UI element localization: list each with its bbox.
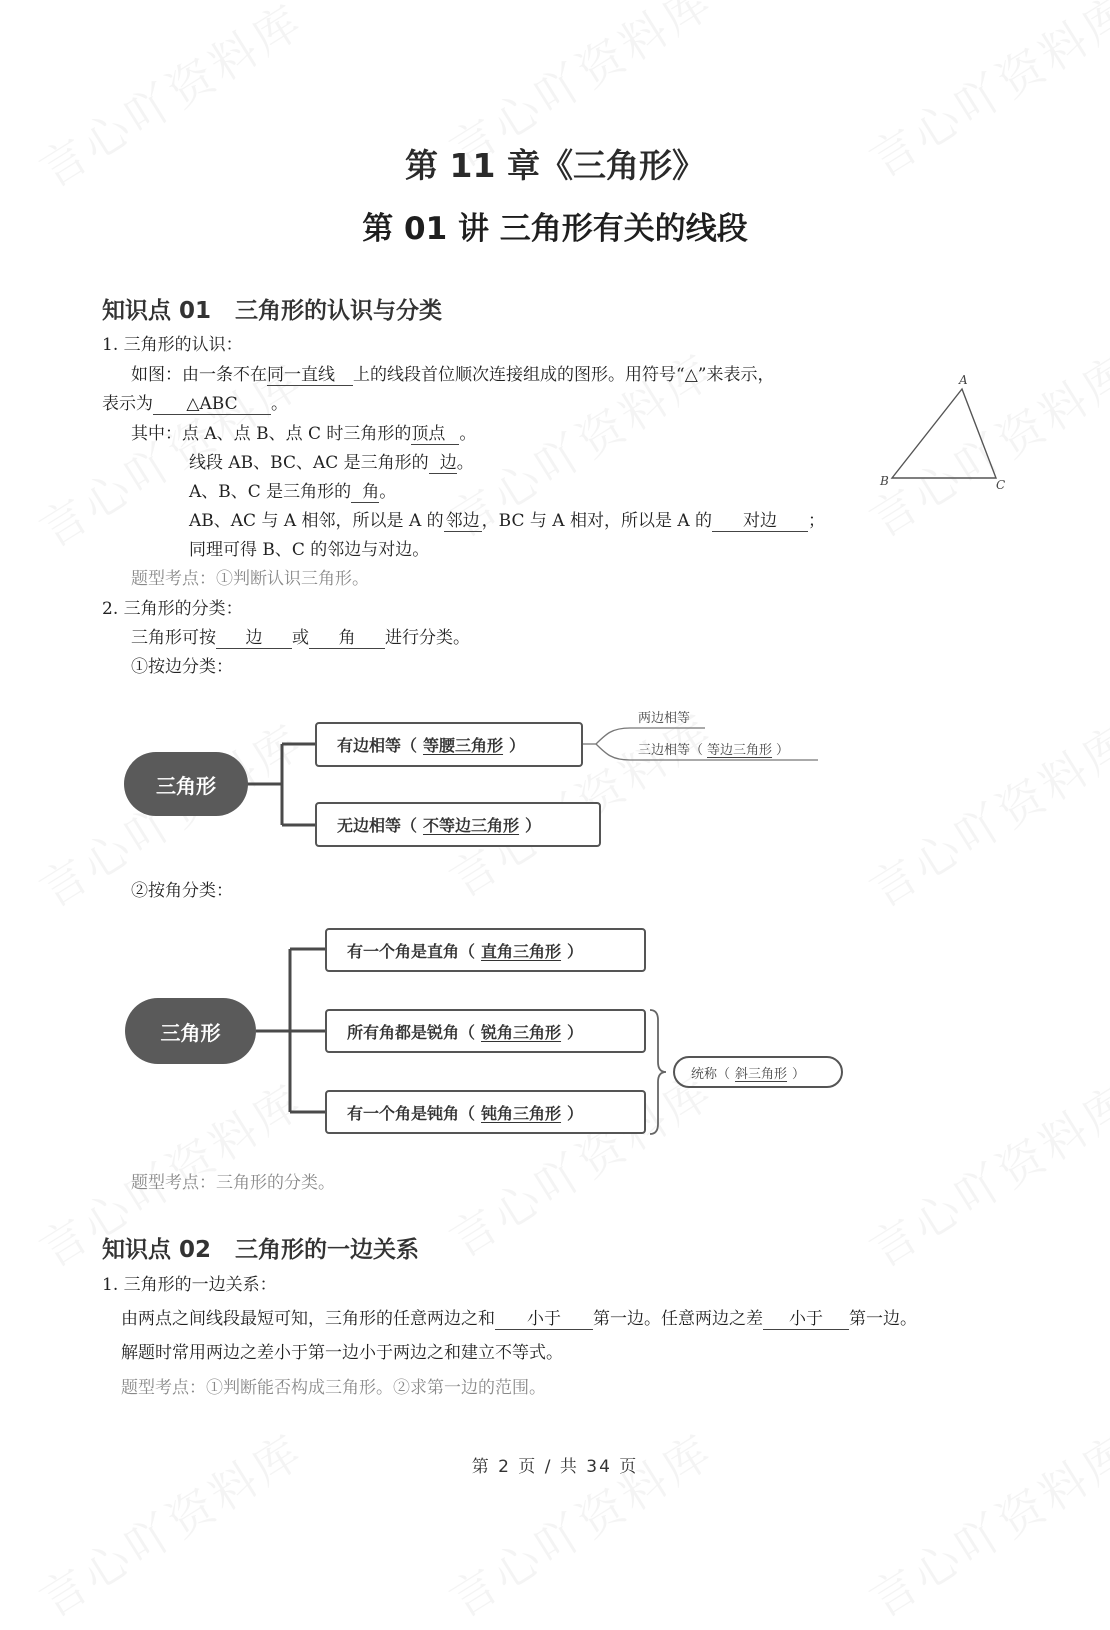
text: 由两点之间线段最短可知，三角形的任意两边之和 <box>121 1309 495 1329</box>
text: 表示为 <box>102 394 153 414</box>
text: 第一边。任意两边之差 <box>593 1309 763 1329</box>
vertex-line <box>131 419 476 445</box>
page-number: 第 2 页 / 共 34 页 <box>471 1457 639 1477</box>
text: 。 <box>379 482 397 502</box>
text: 进行分类。 <box>385 628 470 648</box>
text: 第一边。 <box>849 1309 917 1329</box>
by-angle-label: ②按角分类： <box>131 881 233 901</box>
vertex-label-b: B <box>880 474 889 488</box>
watermark <box>855 1416 1110 1630</box>
root-node-triangle: 三角形 <box>124 752 248 816</box>
text: ） <box>567 1103 584 1123</box>
fill-blank: 边 <box>429 453 457 474</box>
text: A、B、C 是三角形的 <box>189 482 352 502</box>
angle-line <box>189 477 396 503</box>
by-side-label: ①按边分类： <box>131 657 233 677</box>
text: 无边相等（ <box>337 816 418 835</box>
vertex-label-c: C <box>996 478 1006 492</box>
subheading-recognition: 1. 三角形的认识： <box>102 335 243 355</box>
text: ） <box>509 736 526 755</box>
branch-isosceles <box>315 722 583 767</box>
exam-hint: 题型考点：①判断认识三角形。 <box>131 569 369 589</box>
root-node-triangle: 三角形 <box>125 998 256 1064</box>
fill-blank: 同一直线 <box>267 365 353 386</box>
fill-blank: 小于 <box>495 1309 593 1330</box>
watermark <box>855 336 1110 551</box>
answer: 等腰三角形 <box>423 736 504 755</box>
vertex-label-a: A <box>959 373 968 387</box>
section-title: 三角形的一边关系 <box>235 1237 420 1263</box>
fill-blank: 角 <box>351 482 379 503</box>
text: 或 <box>292 628 309 648</box>
branch-right <box>325 928 646 972</box>
text: ） <box>792 1066 806 1082</box>
notation-line <box>102 389 288 415</box>
text: 如图：由一条不在 <box>131 365 267 385</box>
exam-hint: 题型考点：①判断能否构成三角形。②求第一边的范围。 <box>121 1378 546 1398</box>
fill-blank: 小于 <box>763 1309 849 1330</box>
text: 。 <box>271 394 288 414</box>
triangle-figure <box>892 389 996 478</box>
text: 三角形可按 <box>131 628 216 648</box>
text: 上的线段首位顺次连接组成的图形。用符号“△”来表示， <box>353 365 775 385</box>
adjacent-opposite-line <box>189 506 825 532</box>
branch-obtuse <box>325 1090 646 1134</box>
text: 所有角都是锐角（ <box>347 1022 476 1042</box>
fill-blank: 邻边 <box>445 511 480 531</box>
answer: 等边三角形 <box>707 743 773 758</box>
text: 有一个角是钝角（ <box>347 1103 476 1123</box>
sub-two-equal: 两边相等 <box>638 711 691 726</box>
inequality-line <box>121 1304 917 1330</box>
fill-blank: 角 <box>309 628 385 649</box>
section-heading-kp01 <box>102 292 442 325</box>
watermark <box>435 1416 724 1630</box>
branch-scalene <box>315 802 601 847</box>
definition-line <box>131 360 774 386</box>
subheading-classification: 2. 三角形的分类： <box>102 599 243 619</box>
text: 。 <box>456 453 474 473</box>
watermark <box>855 706 1110 921</box>
summary-oblique <box>673 1056 843 1088</box>
answer: 直角三角形 <box>481 941 562 961</box>
solve-tip-line: 解题时常用两边之差小于第一边小于两边之和建立不等式。 <box>121 1343 563 1363</box>
chapter-title: 第 11 章《三角形》 <box>405 146 705 185</box>
watermark <box>435 1056 724 1271</box>
text: ； <box>808 511 826 531</box>
sub-equilateral <box>638 739 789 758</box>
answer: 钝角三角形 <box>481 1103 562 1123</box>
text: 统称（ <box>691 1066 731 1082</box>
text: AB、AC 与 A 相邻，所以是 A 的 <box>189 511 444 531</box>
section-number: 知识点 02 <box>102 1237 212 1263</box>
text: ） <box>567 941 584 961</box>
exam-hint: 题型考点：三角形的分类。 <box>131 1173 335 1193</box>
fill-blank: 顶点 <box>411 424 459 445</box>
similarly-line: 同理可得 B、C 的邻边与对边。 <box>189 540 430 560</box>
text: ） <box>525 816 542 835</box>
answer: 锐角三角形 <box>481 1022 562 1042</box>
text: 。 <box>459 424 477 444</box>
watermark <box>25 1416 314 1630</box>
section-number: 知识点 01 <box>102 298 212 324</box>
section-title: 三角形的认识与分类 <box>235 298 443 324</box>
text: 线段 AB、BC、AC 是三角形的 <box>189 453 429 473</box>
fill-blank: 对边 <box>712 511 808 532</box>
side-line <box>189 448 474 474</box>
fill-blank: △ABC <box>153 394 271 415</box>
text: 有一个角是直角（ <box>347 941 476 961</box>
text: ，BC 与 A 相对，所以是 A 的 <box>481 511 713 531</box>
text: 三边相等（ <box>638 743 704 758</box>
fill-blank: 边 <box>216 628 292 649</box>
answer: 不等边三角形 <box>423 816 520 835</box>
branch-acute <box>325 1009 646 1053</box>
subheading-side-relation: 1. 三角形的一边关系： <box>102 1275 277 1295</box>
classify-by-line <box>131 623 470 649</box>
text: 其中：点 A、点 B、点 C 时三角形的 <box>131 424 412 444</box>
text: ） <box>567 1022 584 1042</box>
watermark <box>855 1066 1110 1281</box>
lesson-title: 第 01 讲 三角形有关的线段 <box>362 211 748 247</box>
answer: 斜三角形 <box>735 1066 788 1082</box>
text: ） <box>776 743 790 758</box>
section-heading-kp02 <box>102 1231 419 1264</box>
text: 有边相等（ <box>337 736 418 755</box>
